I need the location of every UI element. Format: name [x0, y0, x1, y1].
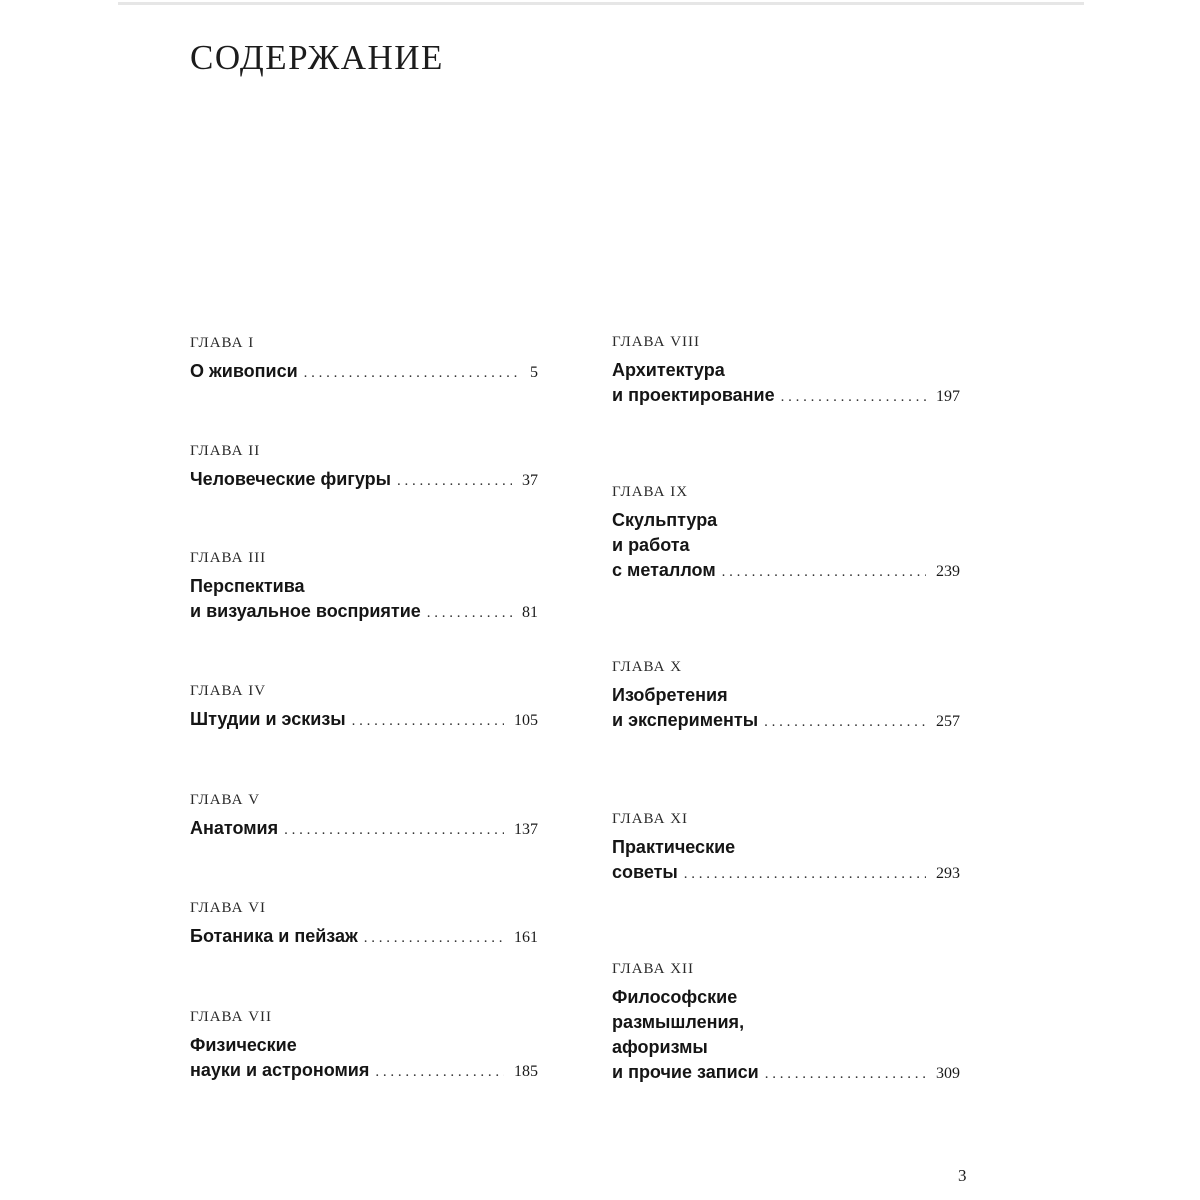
toc-entry-chapter-5[interactable] [190, 791, 538, 843]
entry-title [190, 359, 538, 386]
title-line: размышления, [612, 1012, 745, 1032]
title-line: Изобретения [612, 685, 728, 705]
chapter-label: ГЛАВА VIII [612, 334, 701, 350]
toc-entry-chapter-10[interactable] [612, 658, 960, 735]
toc-entry-chapter-9[interactable] [612, 483, 960, 585]
toc-entry-chapter-4[interactable] [190, 682, 538, 734]
title-line: и прочие записи . . . 309 [612, 1060, 960, 1087]
page-number: 5 [530, 364, 538, 381]
title-line: Анатомия . . . 137 [190, 816, 538, 843]
chapter-label: ГЛАВА X [612, 659, 683, 675]
entry-title [612, 835, 960, 887]
title-line: Архитектура [612, 360, 725, 380]
dot-leader [678, 862, 926, 887]
page-number: 239 [936, 563, 960, 580]
chapter-label: ГЛАВА IV [190, 683, 267, 699]
entry-title [190, 574, 538, 626]
dot-leader [369, 1060, 504, 1085]
title-line: и визуальное восприятие . . . 81 [190, 599, 538, 626]
toc-entry-chapter-2[interactable] [190, 442, 538, 494]
title-line: О живописи . . . 5 [190, 359, 538, 386]
toc-entry-chapter-8[interactable] [612, 333, 960, 410]
dot-leader [298, 361, 520, 386]
title-line: Человеческие фигуры . . . 37 [190, 467, 538, 494]
entry-title [612, 508, 960, 585]
title-line: советы . . . 293 [612, 860, 960, 887]
dot-leader [391, 469, 512, 494]
toc-entry-chapter-1[interactable] [190, 334, 538, 386]
chapter-label: ГЛАВА II [190, 443, 261, 459]
page-number: 37 [522, 472, 538, 489]
entry-title [190, 467, 538, 494]
toc-entry-chapter-12[interactable] [612, 960, 960, 1087]
title-line: Ботаника и пейзаж . . . 161 [190, 924, 538, 951]
dot-leader [716, 560, 926, 585]
title-line: науки и астрономия . . . 185 [190, 1058, 538, 1085]
page-number: 197 [936, 388, 960, 405]
page-number: 161 [514, 929, 538, 946]
entry-title [190, 707, 538, 734]
entry-title [612, 358, 960, 410]
page-number: 309 [936, 1065, 960, 1082]
dot-leader [758, 710, 926, 735]
dot-leader [775, 385, 926, 410]
toc-entry-chapter-3[interactable] [190, 549, 538, 626]
title-line: Философские [612, 987, 738, 1007]
chapter-label: ГЛАВА XII [612, 961, 695, 977]
chapter-label: ГЛАВА XI [612, 811, 689, 827]
entry-title [612, 985, 960, 1087]
page-number: 137 [514, 821, 538, 838]
title-line: Штудии и эскизы . . . 105 [190, 707, 538, 734]
entry-title [190, 1033, 538, 1085]
dot-leader [358, 926, 504, 951]
folio-page-number: 3 [958, 1166, 967, 1185]
chapter-label: ГЛАВА V [190, 792, 261, 808]
chapter-label: ГЛАВА IX [612, 484, 689, 500]
chapter-label: ГЛАВА VII [190, 1009, 273, 1025]
dot-leader [421, 601, 512, 626]
top-rule [118, 2, 1084, 5]
entry-title [190, 924, 538, 951]
page-number: 105 [514, 712, 538, 729]
toc-entry-chapter-11[interactable] [612, 810, 960, 887]
title-line: и эксперименты . . . 257 [612, 708, 960, 735]
entry-title [190, 816, 538, 843]
dot-leader [759, 1062, 926, 1087]
page-number: 257 [936, 713, 960, 730]
page-title: СОДЕРЖАНИЕ [190, 38, 444, 77]
title-line: и проектирование . . . 197 [612, 383, 960, 410]
title-line: Практические [612, 837, 736, 857]
title-line: Физические [190, 1035, 297, 1055]
title-line: с металлом . . . 239 [612, 558, 960, 585]
chapter-label: ГЛАВА I [190, 335, 255, 351]
dot-leader [346, 709, 504, 734]
title-line: афоризмы [612, 1037, 708, 1057]
title-line: и работа [612, 535, 690, 555]
chapter-label: ГЛАВА VI [190, 900, 267, 916]
title-line: Скульптура [612, 510, 718, 530]
toc-entry-chapter-7[interactable] [190, 1008, 538, 1085]
toc-entry-chapter-6[interactable] [190, 899, 538, 951]
entry-title [612, 683, 960, 735]
page-number: 293 [936, 865, 960, 882]
page-number: 185 [514, 1063, 538, 1080]
chapter-label: ГЛАВА III [190, 550, 267, 566]
title-line: Перспектива [190, 576, 305, 596]
page-number: 81 [522, 604, 538, 621]
dot-leader [278, 818, 504, 843]
